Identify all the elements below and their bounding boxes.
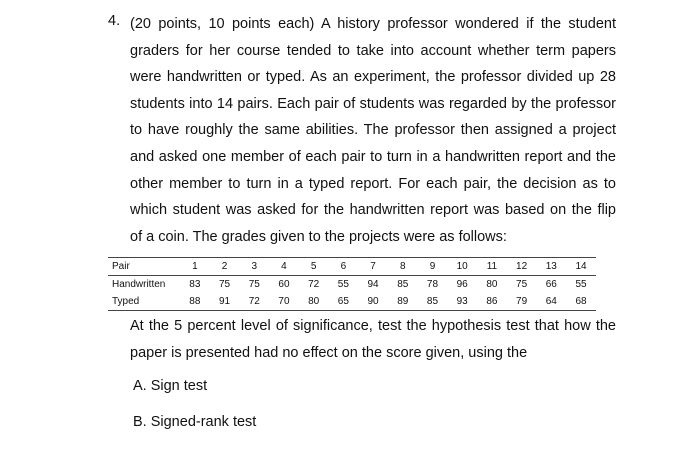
table-cell: 88 [180, 293, 210, 311]
table-cell: 72 [239, 293, 269, 311]
table-cell: 75 [248, 279, 260, 290]
table-header-cell: 3 [239, 258, 269, 276]
question-line: and asked one member of each pair to turn in a handwritten report and the [130, 148, 616, 165]
table-cell: 83 [189, 279, 201, 290]
table-cell: 66 [545, 279, 557, 290]
table-cell: 72 [308, 279, 320, 290]
question-text [130, 13, 616, 252]
question-number: 4. [108, 13, 121, 29]
table-cell: 91 [210, 293, 240, 311]
table-cell: 89 [388, 293, 418, 311]
table-cell: 64 [536, 293, 566, 311]
table-cell: 90 [358, 293, 388, 311]
table-cell: 80 [486, 279, 498, 290]
table-cell: 94 [367, 279, 379, 290]
table-row [108, 293, 596, 311]
table-cell: 68 [566, 293, 596, 311]
followup-line: paper is presented had no effect on the score given, using the [130, 344, 528, 361]
table-row [108, 276, 596, 294]
table-header-cell: 7 [358, 258, 388, 276]
table-header-cell: 14 [566, 258, 596, 276]
question-line: students into 14 pairs. Each pair of students was regarded by the professor [130, 95, 616, 112]
table-cell: 75 [218, 279, 231, 290]
question-line: graders for her course tended to take into account whether term papers [130, 42, 616, 59]
table-header-cell: 13 [536, 258, 566, 276]
table-cell: 75 [516, 279, 528, 290]
table-cell: 79 [507, 293, 537, 311]
table-header-cell: 6 [329, 258, 359, 276]
question-line: of a coin. The grades given to the projects were as follows: [130, 228, 507, 245]
option-a: A. Sign test [133, 378, 208, 394]
table-cell: 85 [418, 293, 448, 311]
followup-line: At the 5 percent level of significance, test the hypothesis test that how the [130, 318, 616, 334]
table-cell: Handwritten [112, 279, 166, 290]
table-cell: 96 [456, 279, 468, 290]
table-header-cell: 8 [388, 258, 418, 276]
table-cell: 55 [337, 279, 349, 290]
option-b: B. Signed-rank test [133, 414, 257, 430]
followup-text [130, 315, 616, 368]
question-line: to have roughly the same abilities. The professor then assigned a project [130, 122, 616, 139]
table-header-cell: 5 [299, 258, 329, 276]
table-cell: 86 [477, 293, 507, 311]
table-cell: 80 [299, 293, 329, 311]
table-cell: 55 [575, 279, 587, 290]
table-header-cell: 2 [210, 258, 240, 276]
table-header-cell: 4 [269, 258, 299, 276]
table-header-cell: 1 [180, 258, 210, 276]
table-cell: Typed [108, 293, 180, 311]
table-cell: 70 [269, 293, 299, 311]
table-cell: 78 [426, 279, 439, 290]
table-header-cell: 11 [477, 258, 507, 276]
table-header-cell: Pair [108, 258, 180, 276]
table-header-cell: 9 [418, 258, 448, 276]
table-header-cell: 10 [447, 258, 477, 276]
table-cell: 85 [397, 279, 409, 290]
table-header-row [108, 258, 596, 276]
table-cell: 60 [278, 279, 290, 290]
question-line: were handwritten or typed. As an experiment, the professor divided up 28 [130, 69, 616, 86]
table-cell: 65 [329, 293, 359, 311]
question-line: other member to turn in a typed report. For each pair, the decision as to [130, 175, 616, 192]
table-header-cell: 12 [507, 258, 537, 276]
question-line: (20 points, 10 points each) A history professor wondered if the student [130, 16, 616, 32]
grades-table [108, 257, 596, 311]
question-line: which student was asked for the handwritten report was based on the flip [130, 202, 616, 219]
table-cell: 93 [447, 293, 477, 311]
